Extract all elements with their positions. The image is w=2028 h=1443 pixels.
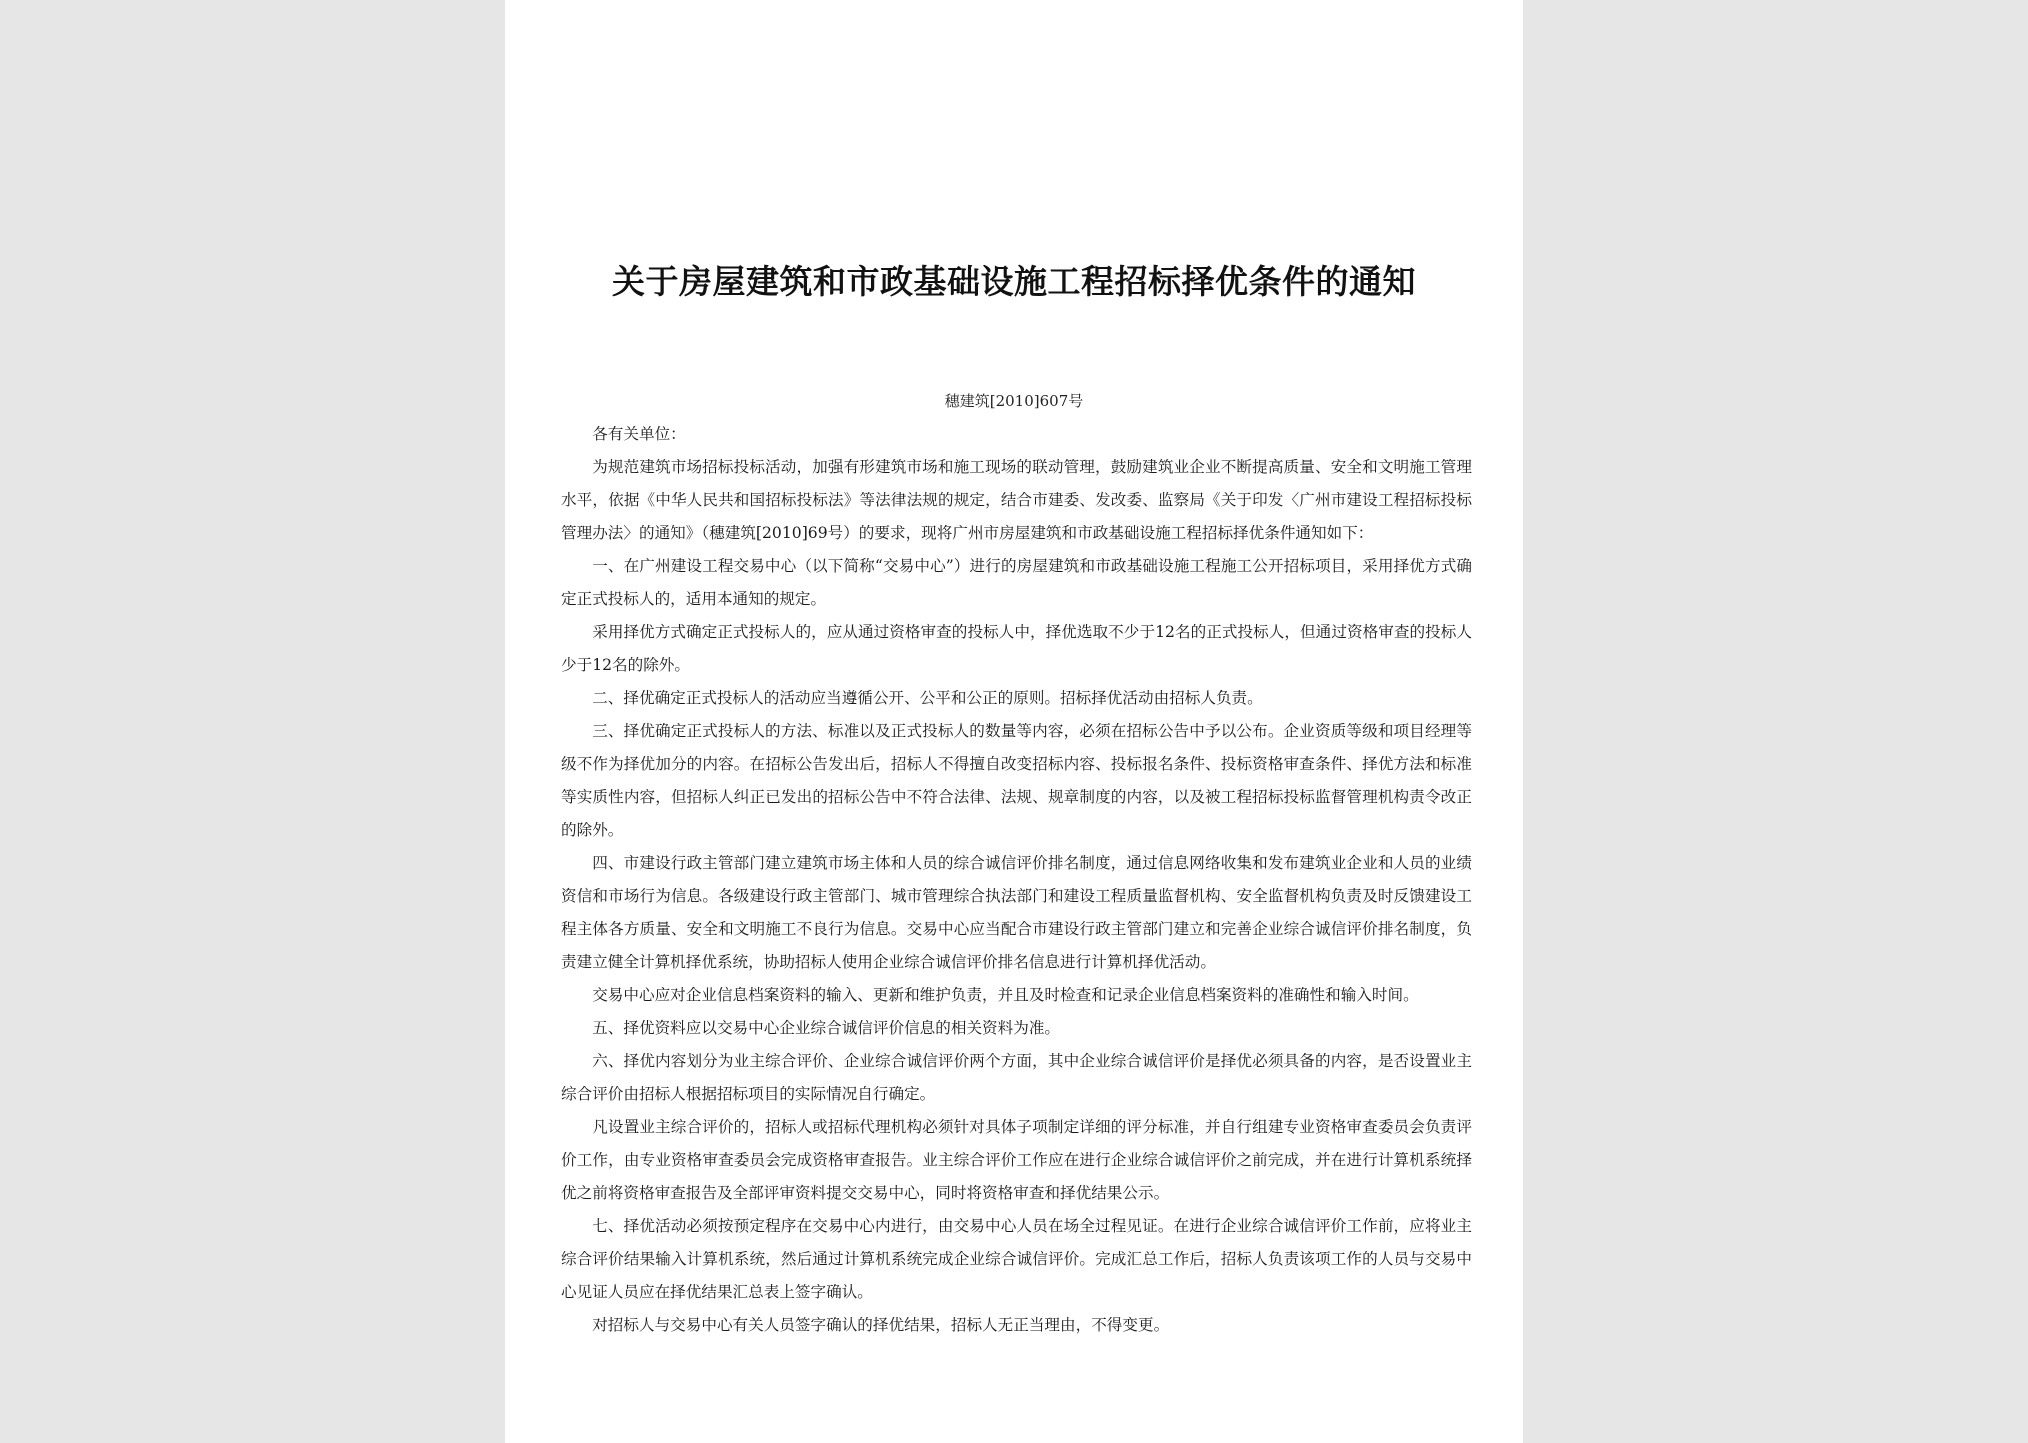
paragraph: 七、择优活动必须按预定程序在交易中心内进行，由交易中心人员在场全过程见证。在进行企业综合诚信评价工作前，应将业主综合评价结果输入计算机系统，然后通过计算机系统完成企业综合诚信评价。完成汇总工作后，招标人负责该项工作的人员与交易中心见证人员应在择优结果汇总表上签字确认。	[561, 1217, 1472, 1301]
document-title: 关于房屋建筑和市政基础设施工程招标择优条件的通知	[612, 262, 1416, 301]
paragraph: 交易中心应对企业信息档案资料的输入、更新和维护负责，并且及时检查和记录企业信息档案资料的准确性和输入时间。	[592, 986, 1419, 1004]
document-body	[561, 418, 1472, 1342]
paragraph: 四、市建设行政主管部门建立建筑市场主体和人员的综合诚信评价排名制度，通过信息网络收集和发布建筑业企业和人员的业绩资信和市场行为信息。各级建设行政主管部门、城市管理综合执法部门和建设工程质量监督机构、安全监督机构负责及时反馈建设工程主体各方质量、安全和文明施工不良行为信息。交易中心应当配合市建设行政主管部门建立和完善企业综合诚信评价排名制度，负责建立健全计算机择优系统，协助招标人使用企业综合诚信评价排名信息进行计算机择优活动。	[561, 854, 1472, 971]
paragraph: 一、在广州建设工程交易中心（以下简称“交易中心”）进行的房屋建筑和市政基础设施工程施工公开招标项目，采用择优方式确定正式投标人的，适用本通知的规定。	[561, 557, 1472, 608]
paragraph: 二、择优确定正式投标人的活动应当遵循公开、公平和公正的原则。招标择优活动由招标人负责。	[592, 689, 1263, 707]
paragraph: 三、择优确定正式投标人的方法、标准以及正式投标人的数量等内容，必须在招标公告中予以公布。企业资质等级和项目经理等级不作为择优加分的内容。在招标公告发出后，招标人不得擅自改变招标内容、投标报名条件、投标资格审查条件、择优方法和标准等实质性内容，但招标人纠正已发出的招标公告中不符合法律、法规、规章制度的内容，以及被工程招标投标监督管理机构责令改正的除外。	[561, 722, 1472, 839]
paragraph: 凡设置业主综合评价的，招标人或招标代理机构必须针对具体子项制定详细的评分标准，并自行组建专业资格审查委员会负责评价工作，由专业资格审查委员会完成资格审查报告。业主综合评价工作应在进行企业综合诚信评价之前完成，并在进行计算机系统择优之前将资格审查报告及全部评审资料提交交易中心，同时将资格审查和择优结果公示。	[561, 1118, 1472, 1202]
document-number: 穗建筑[2010]607号	[944, 392, 1084, 410]
salutation: 各有关单位：	[592, 425, 686, 443]
paragraph: 五、择优资料应以交易中心企业综合诚信评价信息的相关资料为准。	[592, 1019, 1061, 1037]
document-page	[505, 0, 1523, 1443]
paragraph: 对招标人与交易中心有关人员签字确认的择优结果，招标人无正当理由，不得变更。	[592, 1316, 1170, 1334]
paragraph: 六、择优内容划分为业主综合评价、企业综合诚信评价两个方面，其中企业综合诚信评价是择优必须具备的内容，是否设置业主综合评价由招标人根据招标项目的实际情况自行确定。	[561, 1052, 1472, 1103]
paragraph: 为规范建筑市场招标投标活动，加强有形建筑市场和施工现场的联动管理，鼓励建筑业企业不断提高质量、安全和文明施工管理水平，依据《中华人民共和国招标投标法》等法律法规的规定，结合市建委、发改委、监察局《关于印发〈广州市建设工程招标投标管理办法〉的通知》（穗建筑[2010]69号）的要求，现将广州市房屋建筑和市政基础设施工程招标择优条件通知如下：	[561, 458, 1472, 542]
paragraph: 采用择优方式确定正式投标人的，应从通过资格审查的投标人中，择优选取不少于12名的正式投标人，但通过资格审查的投标人少于12名的除外。	[561, 623, 1472, 674]
